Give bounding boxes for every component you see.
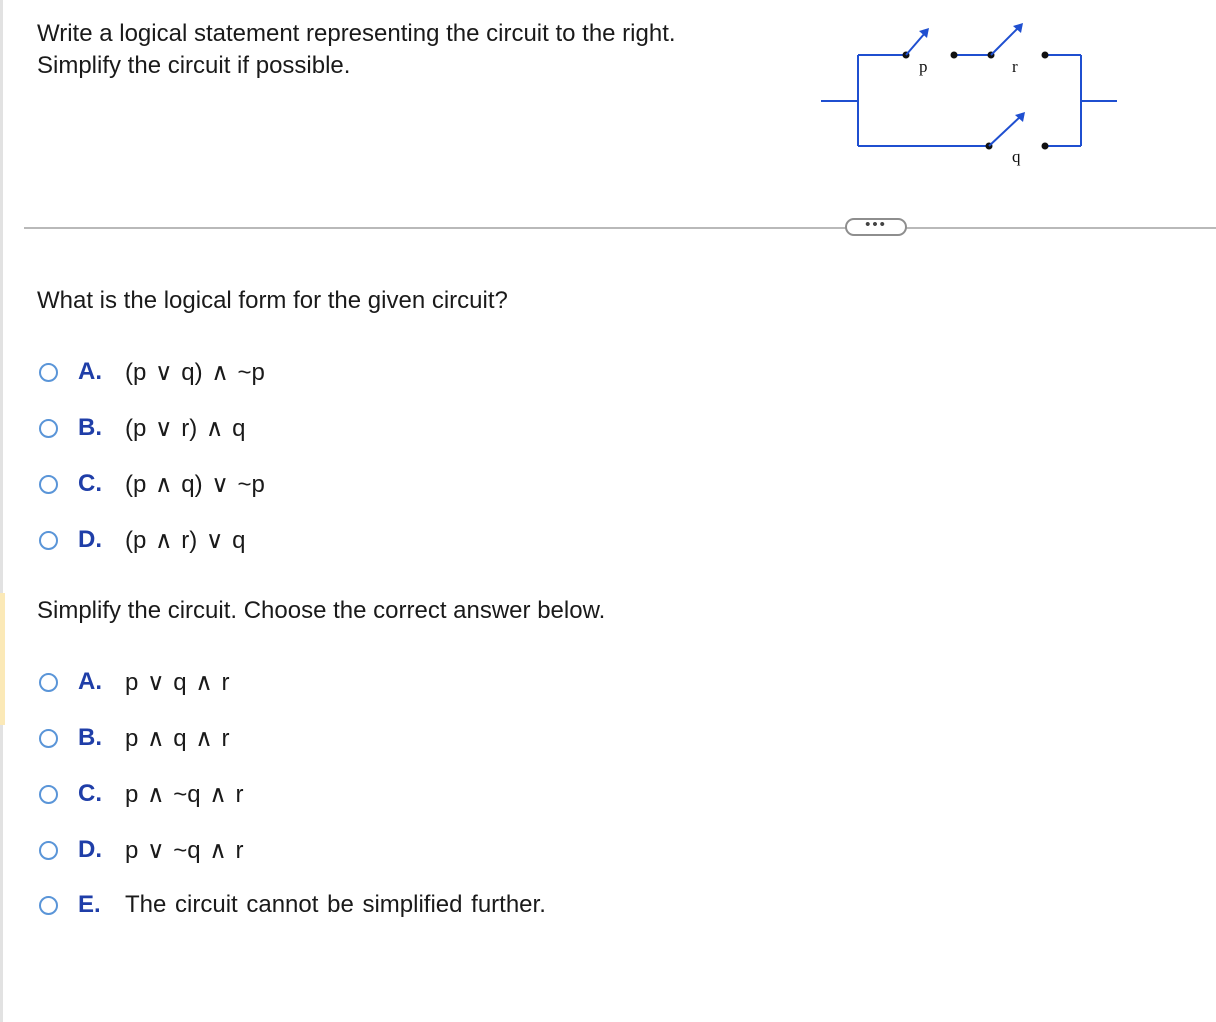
q2-option-c[interactable] [39, 779, 244, 809]
option-expression: (p ∧ r) ∨ q [125, 526, 246, 554]
option-letter: C. [78, 780, 102, 807]
switch-p [903, 28, 958, 59]
radio-button[interactable] [39, 531, 58, 550]
q2-option-d[interactable] [39, 835, 244, 865]
switch-r [988, 23, 1049, 59]
option-expression: (p ∧ q) ∨ ~p [125, 470, 265, 498]
radio-button[interactable] [39, 419, 58, 438]
q2-option-b[interactable] [39, 723, 230, 753]
option-letter: E. [78, 891, 101, 918]
switch-q [986, 112, 1049, 150]
question-1-text: What is the logical form for the given circuit? [37, 287, 508, 314]
label-p: p [919, 57, 928, 76]
radio-button[interactable] [39, 363, 58, 382]
option-letter: B. [78, 724, 102, 751]
section-divider [24, 227, 1216, 229]
q2-option-e[interactable] [39, 890, 546, 920]
radio-button[interactable] [39, 475, 58, 494]
question-2-text: Simplify the circuit. Choose the correct answer below. [37, 597, 606, 624]
option-expression: p ∧ ~q ∧ r [125, 780, 244, 808]
radio-button[interactable] [39, 785, 58, 804]
option-expression: p ∧ q ∧ r [125, 724, 230, 752]
more-options-button[interactable]: ••• [845, 218, 907, 236]
prompt-line-2: Simplify the circuit if possible. [37, 52, 351, 79]
prompt-line-1: Write a logical statement representing the circuit to the right. [37, 20, 676, 47]
radio-button[interactable] [39, 896, 58, 915]
option-letter: B. [78, 414, 102, 441]
option-letter: D. [78, 526, 102, 553]
radio-button[interactable] [39, 673, 58, 692]
left-border [0, 0, 3, 1022]
option-letter: D. [78, 836, 102, 863]
option-letter: C. [78, 470, 102, 497]
problem-prompt [37, 18, 676, 82]
q1-option-d[interactable] [39, 525, 245, 555]
option-letter: A. [78, 358, 102, 385]
option-expression: p ∨ ~q ∧ r [125, 836, 244, 864]
option-letter: A. [78, 668, 102, 695]
radio-button[interactable] [39, 729, 58, 748]
option-expression: The circuit cannot be simplified further. [125, 891, 546, 918]
q1-option-b[interactable] [39, 413, 245, 443]
option-expression: p ∨ q ∧ r [125, 668, 230, 696]
radio-button[interactable] [39, 841, 58, 860]
label-q: q [1012, 147, 1021, 166]
label-r: r [1012, 57, 1018, 76]
q1-option-c[interactable] [39, 469, 265, 499]
q1-option-a[interactable] [39, 357, 265, 387]
side-marker [0, 593, 5, 725]
option-expression: (p ∨ r) ∧ q [125, 414, 246, 442]
circuit-diagram [815, 10, 1125, 180]
option-expression: (p ∨ q) ∧ ~p [125, 358, 265, 386]
q2-option-a[interactable] [39, 667, 230, 697]
